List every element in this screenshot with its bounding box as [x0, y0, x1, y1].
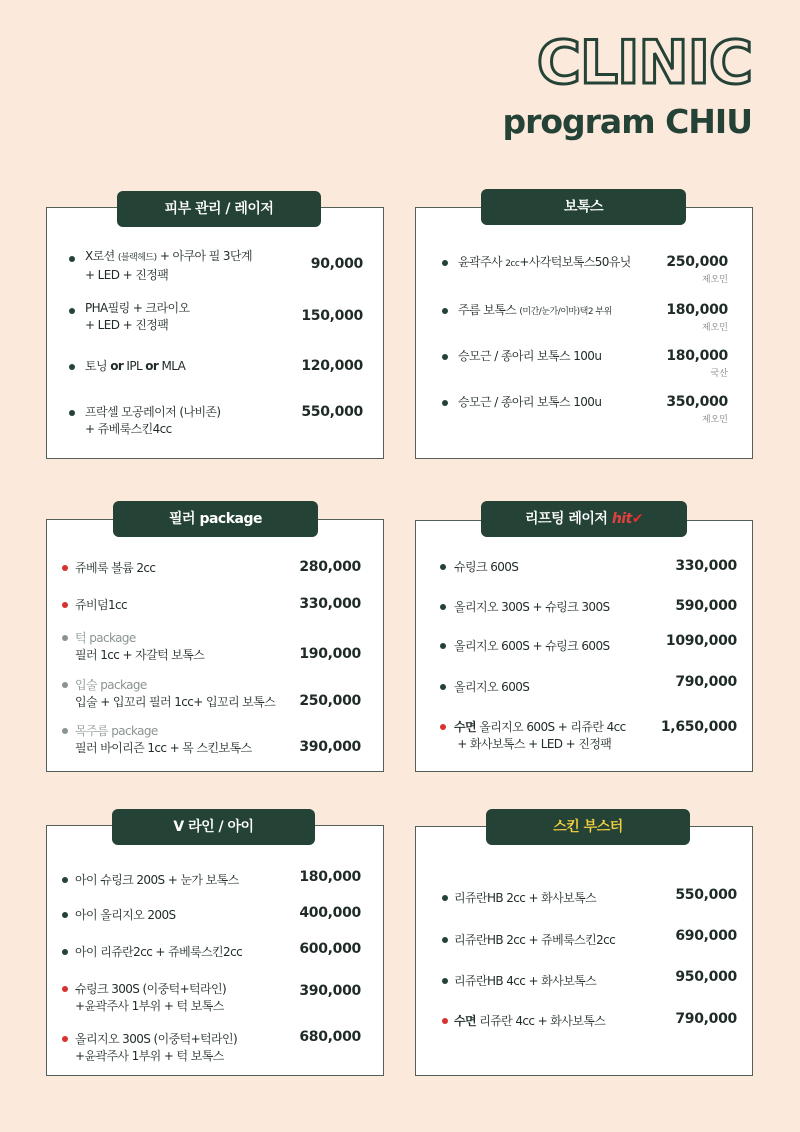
- item-label: 리쥬란HB 4cc + 화사보톡스: [454, 974, 597, 988]
- item-label: 아이 슈링크 200S + 눈가 보톡스: [75, 873, 239, 887]
- item-label: 슈링크 600S: [454, 560, 519, 574]
- item-price: 180,000: [299, 869, 361, 885]
- item-note: 제오민: [701, 323, 728, 333]
- item-price: 180,000: [666, 348, 728, 364]
- brand-header: [502, 30, 752, 142]
- item-price: 350,000: [666, 394, 728, 410]
- item-price: 790,000: [675, 1011, 737, 1027]
- hit-badge: hit: [611, 511, 632, 527]
- bullet: [62, 986, 68, 992]
- item-price: 390,000: [299, 983, 361, 999]
- bullet: [62, 565, 68, 571]
- bullet: [69, 256, 75, 262]
- bullet: [62, 682, 68, 688]
- item-label: 쥬비덤1cc: [75, 598, 128, 612]
- item-price: 330,000: [299, 596, 361, 612]
- item-price: 790,000: [675, 674, 737, 690]
- bullet: [442, 354, 448, 360]
- item-label: 턱 package 필러 1cc + 자갈턱 보톡스: [75, 631, 205, 662]
- bullet: [440, 604, 446, 610]
- panel-vline: [46, 825, 384, 1076]
- item-label: 올리지오 300S + 슈링크 300S: [454, 600, 610, 614]
- bullet: [69, 364, 75, 370]
- item-label: PHA필링 + 크라이오 + LED + 진정팩: [85, 301, 190, 332]
- item-price: 1,650,000: [660, 719, 737, 735]
- panel-title-booster: 스킨 부스터: [486, 809, 690, 845]
- bullet: [62, 1036, 68, 1042]
- item-note: 제오민: [701, 415, 728, 425]
- bullet: [442, 978, 448, 984]
- panel-botox: [415, 207, 753, 459]
- bullet: [442, 937, 448, 943]
- item-label: 입술 package 입술 + 입꼬리 필러 1cc+ 입꼬리 보톡스: [75, 678, 276, 709]
- item-label: 윤곽주사 2cc+사각턱보톡스50유닛: [458, 255, 631, 269]
- item-label: 수면 리쥬란 4cc + 화사보톡스: [454, 1014, 606, 1028]
- bullet: [69, 308, 75, 314]
- bullet: [442, 308, 448, 314]
- item-price: 250,000: [666, 254, 728, 270]
- item-note: 국산: [710, 369, 728, 379]
- item-price: 390,000: [299, 739, 361, 755]
- item-price: 280,000: [299, 559, 361, 575]
- item-price: 250,000: [299, 693, 361, 709]
- bullet: [62, 635, 68, 641]
- panel-skin-care: [46, 207, 384, 459]
- check-icon: ✔: [631, 511, 644, 527]
- item-label: 리쥬란HB 2cc + 화사보톡스: [454, 891, 597, 905]
- bullet: [440, 564, 446, 570]
- item-price: 120,000: [301, 358, 363, 374]
- item-price: 600,000: [299, 941, 361, 957]
- panel-filler: [46, 519, 384, 772]
- panel-title-filler: 필러 package: [113, 501, 318, 537]
- item-label: 올리지오 600S + 슈링크 600S: [454, 639, 610, 653]
- item-label: 올리지오 300S (이중턱+턱라인) +윤곽주사 1부위 + 턱 보톡스: [75, 1032, 238, 1063]
- item-label: 쥬베룩 볼륨 2cc: [75, 561, 156, 575]
- item-price: 550,000: [301, 404, 363, 420]
- panel-title-botox: 보톡스: [481, 189, 686, 225]
- item-label: 주름 보톡스 (미간/눈가/이마)택2 부위: [458, 303, 612, 317]
- panel-title-lifting: 리프팅 레이저 hit✔: [481, 501, 687, 537]
- bullet: [442, 895, 448, 901]
- item-label: 프락셀 모공레이저 (나비존) + 쥬베룩스킨4cc: [85, 405, 221, 436]
- item-price: 690,000: [675, 928, 737, 944]
- item-label: 아이 리쥬란2cc + 쥬베룩스킨2cc: [75, 945, 243, 959]
- panel-title-skin-care: 피부 관리 / 레이저: [117, 191, 321, 227]
- item-price: 1090,000: [665, 633, 737, 649]
- item-price: 550,000: [675, 887, 737, 903]
- bullet: [440, 643, 446, 649]
- item-label: 승모근 / 종아리 보톡스 100u: [458, 349, 602, 363]
- bullet: [440, 724, 446, 730]
- bullet: [62, 912, 68, 918]
- item-price: 90,000: [310, 256, 363, 272]
- item-price: 180,000: [666, 302, 728, 318]
- item-label: 토닝 or IPL or MLA: [85, 359, 186, 373]
- item-label: 목주름 package 필러 바이리즌 1cc + 목 스킨보톡스: [75, 724, 252, 755]
- item-label: 수면 올리지오 600S + 리쥬란 4cc + 화사보톡스 + LED + 진정팩: [454, 720, 626, 751]
- item-price: 950,000: [675, 969, 737, 985]
- panel-booster: [415, 826, 753, 1076]
- item-price: 330,000: [675, 558, 737, 574]
- item-price: 400,000: [299, 905, 361, 921]
- bullet: [442, 400, 448, 406]
- item-label: 아이 올리지오 200S: [75, 908, 176, 922]
- item-label: 승모근 / 종아리 보톡스 100u: [458, 395, 602, 409]
- item-note: 제오민: [701, 275, 728, 285]
- bullet: [440, 684, 446, 690]
- bullet: [62, 602, 68, 608]
- item-price: 150,000: [301, 308, 363, 324]
- item-price: 590,000: [675, 598, 737, 614]
- item-label: 리쥬란HB 2cc + 쥬베룩스킨2cc: [454, 933, 616, 947]
- item-price: 190,000: [299, 646, 361, 662]
- page-title: CLINIC: [536, 28, 752, 98]
- bullet: [62, 949, 68, 955]
- bullet: [69, 410, 75, 416]
- item-label: 슈링크 300S (이중턱+턱라인) +윤곽주사 1부위 + 턱 보톡스: [75, 982, 227, 1013]
- bullet: [442, 260, 448, 266]
- panel-title-vline: V 라인 / 아이: [112, 809, 315, 845]
- bullet: [62, 877, 68, 883]
- item-price: 680,000: [299, 1029, 361, 1045]
- panel-lifting: [415, 520, 753, 772]
- bullet: [442, 1018, 448, 1024]
- item-label: 올리지오 600S: [454, 680, 530, 694]
- bullet: [62, 728, 68, 734]
- item-label: X로션 (블랙헤드) + 아쿠아 필 3단계 + LED + 진정팩: [85, 249, 252, 282]
- page-subtitle: program CHIU: [502, 102, 752, 141]
